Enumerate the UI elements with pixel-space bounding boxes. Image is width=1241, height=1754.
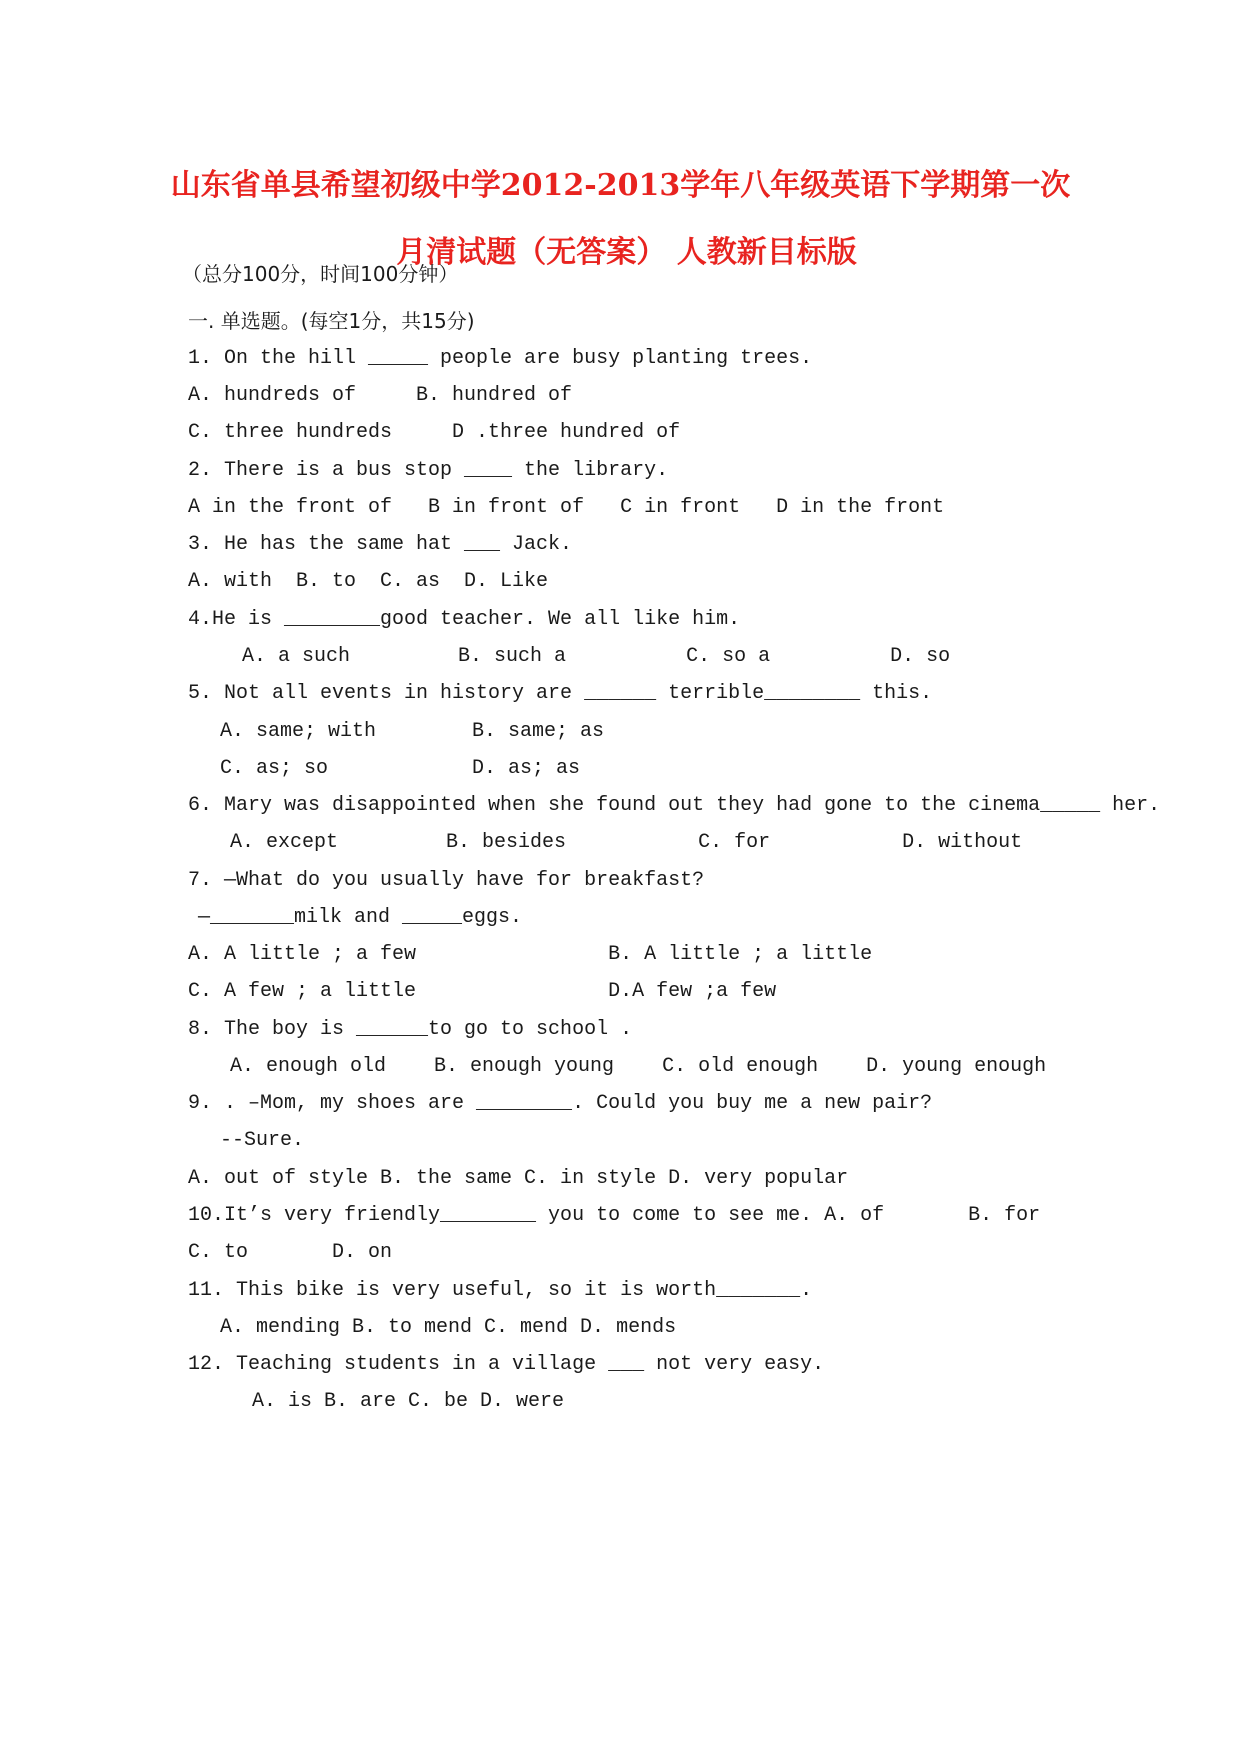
question-3-options: A. with B. to C. as D. Like: [188, 570, 549, 593]
document-title-line2: 月清试题（无答案） 人教新目标版: [396, 235, 857, 270]
question-9-reply: --Sure.: [220, 1129, 305, 1152]
question-10: 10.It’s very friendly________ you to come to see me. A. of B. for: [188, 1204, 1041, 1227]
question-12-options: A. is B. are C. be D. were: [252, 1390, 565, 1413]
question-4-options: A. a such B. such a C. so a D. so: [242, 645, 951, 668]
question-9: 9. . –Mom, my shoes are ________. Could you buy me a new pair?: [188, 1092, 933, 1115]
question-7-options-ab: A. A little ; a few B. A little ; a little: [188, 943, 873, 966]
question-6-options: A. except B. besides C. for D. without: [230, 831, 1023, 854]
question-1: 1. On the hill _____ people are busy planting trees.: [188, 347, 813, 370]
question-7-answer-line: —_______milk and _____eggs.: [198, 906, 523, 929]
question-6: 6. Mary was disappointed when she found out they had gone to the cinema_____ her.: [188, 794, 1161, 817]
question-2-options: A in the front of B in front of C in front D in the front: [188, 496, 945, 519]
document-title-line1: 山东省单县希望初级中学2012-2013学年八年级英语下学期第一次: [170, 168, 1071, 203]
question-1-options-ab: A. hundreds of B. hundred of: [188, 384, 573, 407]
question-5-options-ab: A. same; with B. same; as: [220, 720, 605, 743]
question-3: 3. He has the same hat ___ Jack.: [188, 533, 573, 556]
question-5: 5. Not all events in history are ______ terrible________ this.: [188, 682, 933, 705]
section-heading: 一. 单选题。(每空1分，共15分): [188, 309, 475, 333]
question-1-options-cd: C. three hundreds D .three hundred of: [188, 421, 681, 444]
question-9-options: A. out of style B. the same C. in style D. very popular: [188, 1167, 849, 1190]
question-11-options: A. mending B. to mend C. mend D. mends: [220, 1316, 677, 1339]
question-10-options-cd: C. to D. on: [188, 1241, 393, 1264]
question-8-options: A. enough old B. enough young C. old enough D. young enough: [230, 1055, 1047, 1078]
question-11: 11. This bike is very useful, so it is worth_______.: [188, 1279, 813, 1302]
question-8: 8. The boy is ______to go to school .: [188, 1018, 633, 1041]
score-info: （总分100分，时间100分钟）: [182, 262, 459, 286]
question-12: 12. Teaching students in a village ___ not very easy.: [188, 1353, 825, 1376]
question-2: 2. There is a bus stop ____ the library.: [188, 459, 669, 482]
question-7-options-cd: C. A few ; a little D.A few ;a few: [188, 980, 777, 1003]
question-5-options-cd: C. as; so D. as; as: [220, 757, 581, 780]
question-7: 7. —What do you usually have for breakfast?: [188, 869, 705, 892]
question-4: 4.He is ________good teacher. We all like him.: [188, 608, 741, 631]
